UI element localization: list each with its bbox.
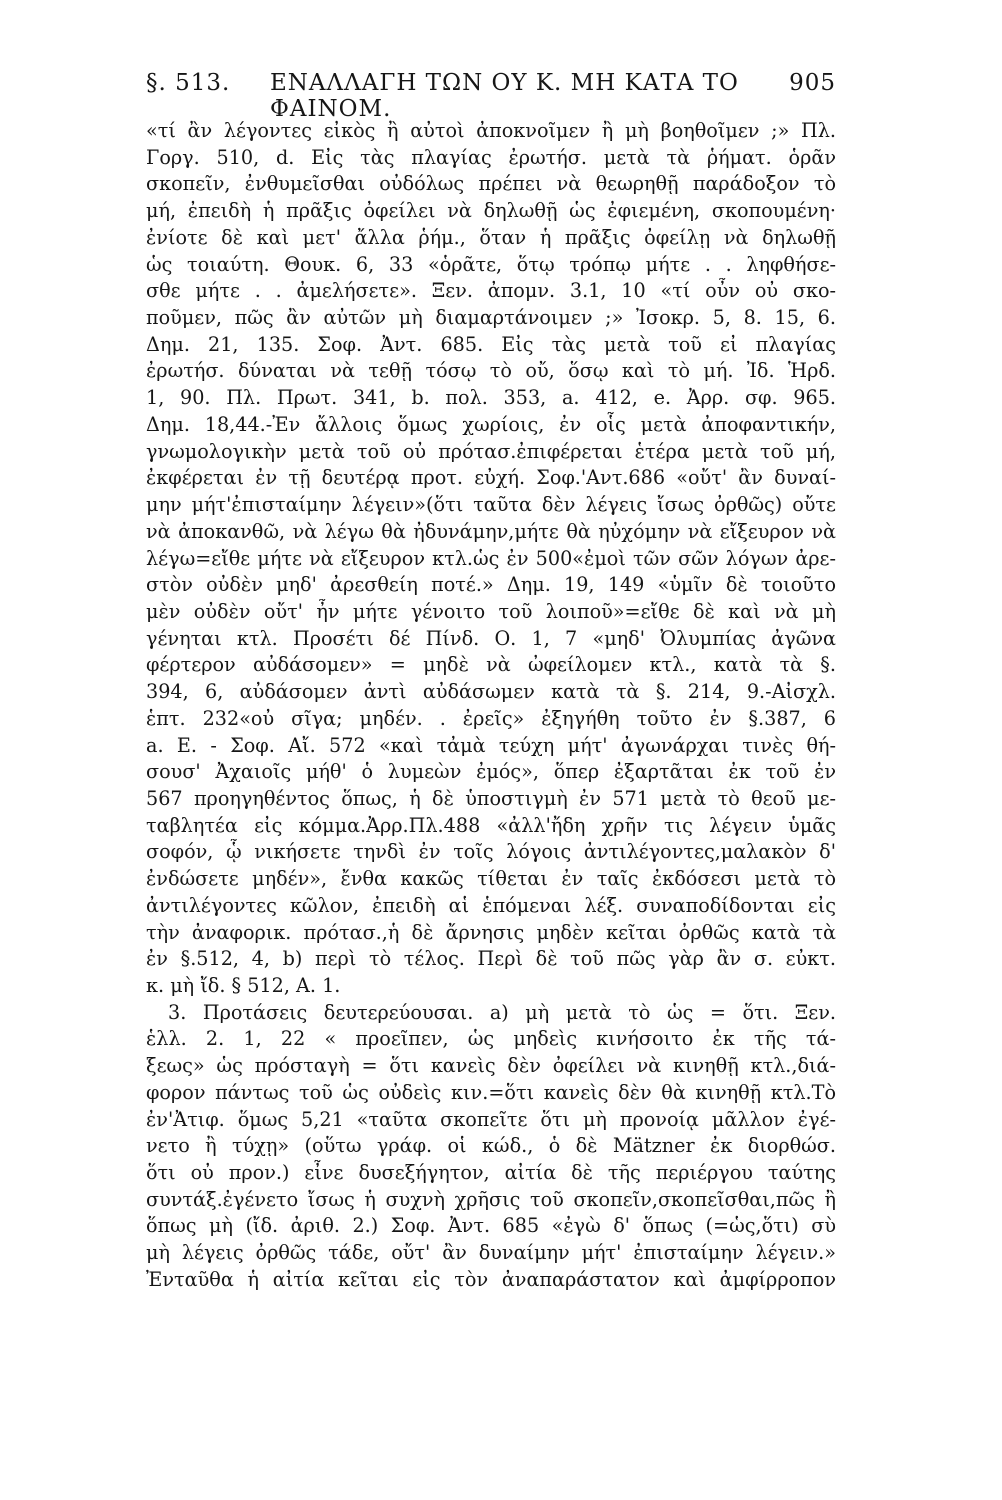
text-line: νὰ ἀποκανθῶ, νὰ λέγω θὰ ἠδυνάμην,μήτε θὰ ηὐχόμην νὰ εἴξευρον νὰ [146, 519, 836, 543]
text-line: 567 προηγηθέντος ὅπως, ἡ δὲ ὑποστιγμὴ ἐν 571 μετὰ τὸ θεοῦ με- [146, 786, 836, 810]
text-line: Δημ. 21, 135. Σοφ. Ἀντ. 685. Εἰς τὰς μετὰ τοῦ εἰ πλαγίας [146, 332, 836, 356]
body-text [146, 118, 836, 1294]
text-line: ἐν'Ἀτιφ. ὅμως 5,21 «ταῦτα σκοπεῖτε ὅτι μὴ προνοίᾳ μᾶλλον ἐγέ- [146, 1107, 836, 1131]
text-line: Ἐνταῦθα ἡ αἰτία κεῖται εἰς τὸν ἀναπαράστατον καὶ ἀμφίρροπον [146, 1267, 836, 1291]
text-line: ἐνίοτε δὲ καὶ μετ' ἄλλα ῥήμ., ὅταν ἡ πρᾶξις ὀφείλῃ νὰ δηλωθῇ [146, 225, 836, 249]
text-line: ἀντιλέγοντες κῶλον, ἐπειδὴ αἱ ἑπόμεναι λέξ. συναποδίδονται εἰς [146, 893, 836, 917]
text-line: μὲν οὐδὲν οὔτ' ἦν μήτε γένοιτο τοῦ λοιποῦ»=εἴθε δὲ καὶ νὰ μὴ [146, 599, 836, 623]
text-line: τὴν ἀναφορικ. πρότασ.,ἡ δὲ ἄρνησις μηδὲν κεῖται ὀρθῶς κατὰ τὰ [146, 920, 836, 944]
text-line: φέρτερον αὐδάσομεν» = μηδὲ νὰ ὠφείλομεν κτλ., κατὰ τὰ §. [146, 653, 836, 677]
text-line: «τί ἂν λέγοντες εἰκὸς ἢ αὐτοὶ ἀποκνοῖμεν ἢ μὴ βοηθοῖμεν ;» Πλ. [146, 119, 836, 142]
text-line: γένηται κτλ. Προσέτι δέ Πίνδ. Ο. 1, 7 «μηδ' Ὀλυμπίας ἀγῶνα [146, 626, 836, 650]
text-line: σθε μήτε . . ἀμελήσετε». Ξεν. ἀπομν. 3.1, 10 «τί οὖν οὐ σκο- [146, 279, 836, 303]
text-line: ἐρωτήσ. δύναται νὰ τεθῇ τόσῳ τὸ οὔ, ὅσῳ καὶ τὸ μή. Ἰδ. Ἡρδ. [146, 359, 836, 383]
text-line: ἑλλ. 2. 1, 22 « προεῖπεν, ὡς μηδεὶς κινήσοιτο ἐκ τῆς τά- [146, 1027, 836, 1051]
text-line: μὴ λέγεις ὀρθῶς τάδε, οὔτ' ἂν δυναίμην μήτ' ἐπισταίμην λέγειν.» [146, 1241, 836, 1265]
text-line: κ. μὴ ἴδ. § 512, A. 1. [146, 974, 341, 997]
text-line: μή, ἐπειδὴ ἡ πρᾶξις ὀφείλει νὰ δηλωθῇ ὡς ἐφιεμένη, σκοπουμένη· [146, 199, 836, 223]
text-line: a. E. - Σοφ. Αἴ. 572 «καὶ τἀμὰ τεύχη μήτ' ἀγωνάρχαι τινὲς θή- [146, 733, 836, 757]
text-line: ξεως» ὡς πρόσταγὴ = ὅτι κανεὶς δὲν ὀφείλει νὰ κινηθῇ κτλ.,διά- [146, 1054, 836, 1078]
text-line: μην μήτ'ἐπισταίμην λέγειν»(ὅτι ταῦτα δὲν λέγεις ἴσως ὀρθῶς) οὔτε [146, 493, 836, 517]
text-line: 3. Προτάσεις δευτερεύουσαι. a) μὴ μετὰ τὸ ὡς = ὅτι. Ξεν. [168, 1000, 836, 1024]
text-line: ἐκφέρεται ἐν τῇ δευτέρᾳ προτ. εὐχή. Σοφ.'Αντ.686 «οὔτ' ἂν δυναί- [146, 466, 836, 490]
text-line: νετο ἢ τύχῃ» (οὕτω γράφ. οἱ κώδ., ὁ δὲ Mätzner ἐκ διορθώσ. [146, 1134, 836, 1158]
text-line: ὅτι οὐ πρoν.) εἶνε δυσεξήγητον, αἰτία δὲ τῆς περιέργου ταύτης [146, 1161, 836, 1185]
text-line: ταβλητέα εἰς κόμμα.Ἀρρ.Πλ.488 «ἀλλ'ἤδη χρῆν τις λέγειν ὑμᾶς [146, 813, 836, 837]
text-line: ἐν §.512, 4, b) περὶ τὸ τέλος. Περὶ δὲ τοῦ πῶς γὰρ ἂν σ. εὐκτ. [146, 947, 836, 971]
text-line: λέγω=εἴθε μήτε νὰ εἴξευρον κτλ.ὡς ἐν 500«ἐμοὶ τῶν σῶν λόγων ἀρε- [146, 546, 836, 570]
text-line: Γοργ. 510, d. Εἰς τὰς πλαγίας ἐρωτήσ. μετὰ τὰ ῥήματ. ὁρᾶν [146, 145, 836, 169]
running-title: ΕΝΑΛΛΑΓΗ ΤΩΝ ΟΥ Κ. ΜΗ ΚΑΤΑ ΤΟ ΦΑΙΝΟΜ. [270, 70, 739, 122]
text-line: σουσ' Ἀχαιοῖς μήθ' ὁ λυμεὼν ἐμός», ὅπερ ἐξαρτᾶται ἐκ τοῦ ἐν [146, 760, 836, 784]
text-line: ποῦμεν, πῶς ἂν αὐτῶν μὴ διαμαρτάνοιμεν ;» Ἰσοκρ. 5, 8. 15, 6. [146, 306, 836, 330]
text-line: Δημ. 18,44.-Ἐν ἄλλοις ὅμως χωρίοις, ἐν οἷς μετὰ ἀποφαντικήν, [146, 412, 836, 436]
text-line: γνωμολογικὴν μετὰ τοῦ οὐ πρότασ.ἐπιφέρεται ἑτέρα μετὰ τοῦ μή, [146, 439, 836, 463]
running-header [146, 62, 836, 122]
text-line: 1, 90. Πλ. Πρωτ. 341, b. πολ. 353, a. 412, e. Ἀρρ. σφ. 965. [146, 386, 836, 410]
text-line: σκοπεῖν, ἐνθυμεῖσθαι οὐδόλως πρέπει νὰ θεωρηθῇ παράδοξον τὸ [146, 172, 836, 196]
text-line: φορον πάντως τοῦ ὡς οὐδεὶς κιν.=ὅτι κανεὶς δὲν θὰ κινηθῇ κτλ.Τὸ [146, 1080, 836, 1104]
text-line: ὡς τοιαύτη. Θουκ. 6, 33 «ὁρᾶτε, ὅτῳ τρόπῳ μήτε . . ληφθήσε- [146, 252, 836, 276]
text-line: στὸν οὐδὲν μηδ' ἀρεσθείη ποτέ.» Δημ. 19, 149 «ὑμῖν δὲ τοιοῦτο [146, 573, 836, 597]
text-line: συντάξ.ἐγένετο ἴσως ἡ συχνὴ χρῆσις τοῦ σκοπεῖν,σκοπεῖσθαι,πῶς ἢ [146, 1187, 836, 1211]
text-line: ὅπως μὴ (ἴδ. ἀριθ. 2.) Σοφ. Ἀντ. 685 «ἐγὼ δ' ὅπως (=ὡς,ὅτι) σὺ [146, 1214, 836, 1238]
text-line: 394, 6, αὐδάσομεν ἀντὶ αὐδάσωμεν κατὰ τὰ §. 214, 9.-Αἰσχλ. [146, 680, 836, 704]
text-line: ἐνδώσετε μηδέν», ἔνθα κακῶς τίθεται ἐν ταῖς ἐκδόσεσι μετὰ τὸ [146, 867, 836, 891]
text-line: σοφόν, ᾧ νικήσετε τηνδὶ ἐν τοῖς λόγοις ἀντιλέγοντες,μαλακὸν δ' [146, 840, 836, 864]
text-line: ἑπτ. 232«οὐ σῖγα; μηδέν. . ἐρεῖς» ἐξηγήθη τοῦτο ἐν §.387, 6 [146, 706, 836, 730]
page-number: 905 [789, 70, 836, 96]
section-number: §. 513. [146, 70, 231, 96]
